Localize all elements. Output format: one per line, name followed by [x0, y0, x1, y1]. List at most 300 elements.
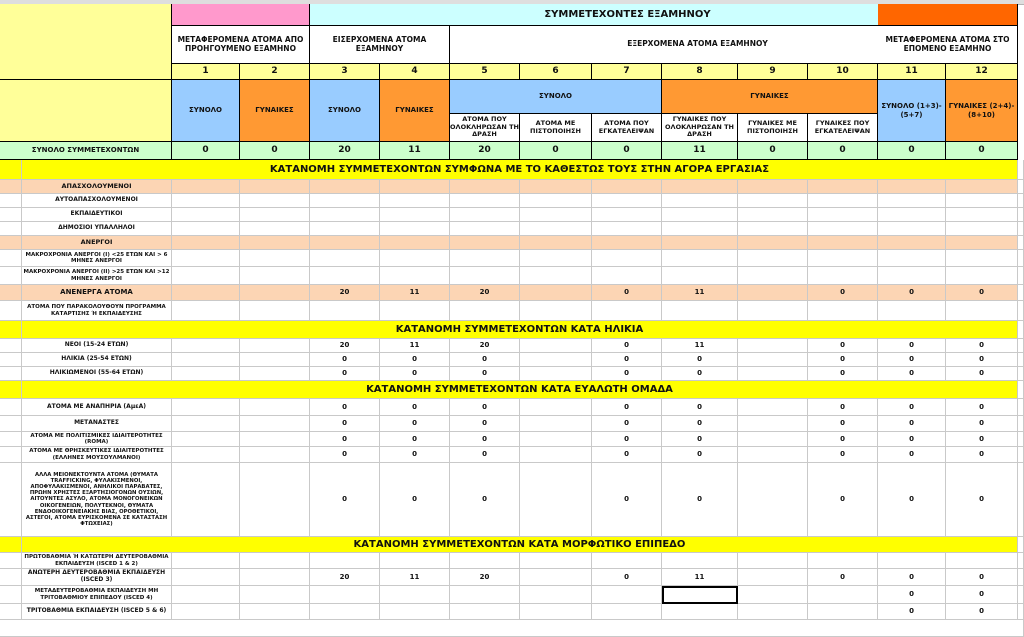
data-cell[interactable]: 0 [310, 416, 380, 432]
data-cell[interactable] [380, 180, 450, 194]
data-cell[interactable] [310, 586, 380, 604]
column-number: 5 [450, 64, 520, 80]
data-cell[interactable] [172, 250, 240, 267]
data-cell[interactable] [240, 399, 310, 416]
data-cell[interactable] [310, 236, 380, 250]
data-cell[interactable]: 20 [450, 339, 520, 353]
data-cell[interactable] [662, 180, 738, 194]
data-cell[interactable]: 0 [808, 353, 878, 367]
data-cell[interactable] [520, 267, 592, 285]
data-cell[interactable] [520, 399, 592, 416]
data-cell[interactable] [310, 604, 380, 620]
data-cell[interactable] [738, 569, 808, 586]
data-cell[interactable] [662, 236, 738, 250]
data-cell[interactable] [520, 353, 592, 367]
data-cell[interactable] [380, 586, 450, 604]
data-cell[interactable] [172, 208, 240, 222]
data-cell[interactable]: 0 [592, 285, 662, 301]
data-cell[interactable] [520, 222, 592, 236]
row-label: ΑΛΛΑ ΜΕΙΟΝΕΚΤΟΥΝΤΑ ΑΤΟΜΑ (ΘΥΜΑΤΑ TRAFFICKING, ΦΥΛΑΚΙΣΜΕΝΟΙ, ΑΠΟΦΥΛΑΚΙΣΜΕΝΟΙ, ΑΝΗΛΙΚΟΙ ΠΑΡΑΒΑΤΕΣ, ΠΡΩΗΝ ΧΡΗΣΤΕΣ ΕΞΑΡΤΗΣΙΟΓΟΝΩΝ ΟΥΣΙΩΝ, ΑΙΤΟΥΝΤΕΣ ΑΣΥΛΟ, ΑΤΟΜΑ ΜΟΝΟΓΟΝΕΙΚΩΝ ΟΙΚΟΓΕΝΕΙΩΝ, ΠΟΛΥΤΕΚΝΟΙ, ΘΥΜΑΤΑ ΕΝΔΟΟΙΚΟΓΕΝΕΙΑΚΗΣ ΒΙΑΣ, ΟΡΟΘΕΤΙΚΟΙ, ΑΣΤΕΓΟΙ, ΑΤΟΜΑ ΕΥΡΙΣΚΟΜΕΝΑ ΣΕ ΚΑΤΑΣΤΑΣΗ ΦΤΩΧΕΙΑΣ) [22, 463, 172, 537]
data-cell[interactable]: 0 [380, 463, 450, 537]
data-cell[interactable] [662, 194, 738, 208]
data-cell[interactable]: 0 [808, 432, 878, 447]
data-cell[interactable] [172, 222, 240, 236]
data-cell[interactable]: 0 [878, 569, 946, 586]
data-cell[interactable] [240, 250, 310, 267]
data-cell[interactable]: 0 [310, 353, 380, 367]
data-cell[interactable] [520, 180, 592, 194]
data-cell[interactable] [450, 553, 520, 569]
data-cell[interactable]: 0 [878, 432, 946, 447]
column-number: 2 [240, 64, 310, 80]
data-cell[interactable]: 0 [946, 339, 1018, 353]
column-number: 6 [520, 64, 592, 80]
data-cell[interactable] [738, 285, 808, 301]
data-cell[interactable]: 0 [592, 367, 662, 381]
row-gutter [0, 160, 22, 180]
data-cell[interactable] [878, 553, 946, 569]
row-gutter [0, 267, 22, 285]
data-cell[interactable] [520, 586, 592, 604]
header-exit-col: ΓΥΝΑΙΚΕΣ ΜΕ ΠΙΣΤΟΠΟΙΗΣΗ [738, 114, 808, 142]
data-cell[interactable] [520, 416, 592, 432]
data-cell[interactable] [172, 447, 240, 463]
row-label: ΑΝΕΡΓΟΙ [22, 236, 172, 250]
header-exit-col: ΓΥΝΑΙΚΕΣ ΠΟΥ ΟΛΟΚΛΗΡΩΣΑΝ ΤΗ ΔΡΑΣΗ [662, 114, 738, 142]
data-cell[interactable]: 0 [878, 586, 946, 604]
data-cell[interactable] [662, 208, 738, 222]
data-cell[interactable]: 0 [310, 367, 380, 381]
data-cell[interactable] [380, 222, 450, 236]
data-cell[interactable] [592, 604, 662, 620]
total-row-value: 0 [738, 142, 808, 160]
data-cell[interactable]: 0 [380, 399, 450, 416]
data-cell[interactable] [380, 208, 450, 222]
data-cell[interactable] [738, 367, 808, 381]
row-edge [1018, 339, 1024, 353]
data-cell[interactable] [240, 285, 310, 301]
row-edge [1018, 416, 1024, 432]
data-cell[interactable] [738, 301, 808, 321]
data-cell[interactable] [738, 586, 808, 604]
data-cell[interactable] [520, 285, 592, 301]
data-cell[interactable] [946, 180, 1018, 194]
data-cell[interactable]: 0 [946, 447, 1018, 463]
data-cell[interactable] [172, 339, 240, 353]
column-number: 10 [808, 64, 878, 80]
data-cell[interactable] [310, 267, 380, 285]
data-cell[interactable] [172, 194, 240, 208]
data-cell[interactable] [450, 180, 520, 194]
data-cell[interactable] [738, 267, 808, 285]
header-next-women: ΓΥΝΑΙΚΕΣ (2+4)-(8+10) [946, 80, 1018, 142]
data-cell[interactable] [592, 194, 662, 208]
data-cell[interactable] [172, 432, 240, 447]
data-cell[interactable] [310, 180, 380, 194]
data-cell[interactable]: 0 [946, 416, 1018, 432]
row-gutter [0, 301, 22, 321]
row-label: ΠΡΩΤΟΒΑΘΜΙΑ Ή ΚΑΤΩΤΕΡΗ ΔΕΥΤΕΡΟΒΑΘΜΙΑ ΕΚΠΑΙΔΕΥΣΗ (ISCED 1 & 2) [22, 553, 172, 569]
data-cell[interactable]: 20 [310, 339, 380, 353]
row-gutter [0, 463, 22, 537]
header-corner-bottom [0, 80, 172, 142]
data-cell[interactable] [240, 236, 310, 250]
data-cell[interactable] [172, 569, 240, 586]
total-row-label: ΣΥΝΟΛΟ ΣΥΜΜΕΤΕΧΟΝΤΩΝ [0, 142, 172, 160]
data-cell[interactable] [172, 236, 240, 250]
data-cell[interactable]: 0 [592, 339, 662, 353]
row-label: ΕΚΠΑΙΔΕΥΤΙΚΟΙ [22, 208, 172, 222]
data-cell[interactable]: 0 [878, 604, 946, 620]
data-cell[interactable] [240, 301, 310, 321]
data-cell[interactable] [808, 250, 878, 267]
data-cell[interactable] [878, 236, 946, 250]
data-cell[interactable] [878, 208, 946, 222]
data-cell[interactable] [808, 208, 878, 222]
data-cell[interactable] [878, 222, 946, 236]
row-edge [1018, 553, 1024, 569]
data-cell[interactable]: 0 [450, 353, 520, 367]
row-label: ΜΑΚΡΟΧΡΟΝΙΑ ΑΝΕΡΓΟΙ (ΙΙ) >25 ΕΤΩΝ ΚΑΙ >12 ΜΗΝΕΣ ΑΝΕΡΓΟΙ [22, 267, 172, 285]
data-cell[interactable] [520, 604, 592, 620]
data-cell[interactable] [738, 447, 808, 463]
data-cell[interactable] [240, 339, 310, 353]
data-cell[interactable]: 0 [662, 399, 738, 416]
row-label: ΝΕΟΙ (15-24 ΕΤΩΝ) [22, 339, 172, 353]
row-gutter [0, 604, 22, 620]
data-cell[interactable] [520, 432, 592, 447]
data-cell[interactable] [172, 353, 240, 367]
data-cell[interactable]: 0 [662, 416, 738, 432]
data-cell[interactable]: 0 [878, 416, 946, 432]
data-cell[interactable]: 0 [450, 463, 520, 537]
data-cell[interactable] [240, 586, 310, 604]
selected-cell[interactable] [662, 586, 738, 604]
data-cell[interactable] [310, 301, 380, 321]
data-cell[interactable]: 0 [946, 399, 1018, 416]
data-cell[interactable]: 0 [662, 367, 738, 381]
row-edge [1018, 353, 1024, 367]
data-cell[interactable] [240, 447, 310, 463]
data-cell[interactable] [240, 267, 310, 285]
data-cell[interactable] [592, 553, 662, 569]
data-cell[interactable] [662, 553, 738, 569]
data-cell[interactable] [520, 250, 592, 267]
data-cell[interactable] [172, 267, 240, 285]
data-cell[interactable] [592, 250, 662, 267]
data-cell[interactable]: 0 [662, 447, 738, 463]
data-cell[interactable] [592, 180, 662, 194]
data-cell[interactable]: 0 [808, 447, 878, 463]
row-gutter [0, 381, 22, 399]
data-cell[interactable] [172, 463, 240, 537]
data-cell[interactable] [946, 301, 1018, 321]
data-cell[interactable] [310, 250, 380, 267]
data-cell[interactable]: 11 [662, 339, 738, 353]
data-cell[interactable] [172, 301, 240, 321]
header-women-2: ΓΥΝΑΙΚΕΣ [240, 80, 310, 142]
data-cell[interactable] [946, 222, 1018, 236]
data-cell[interactable] [520, 569, 592, 586]
data-cell[interactable]: 0 [808, 569, 878, 586]
data-cell[interactable] [662, 604, 738, 620]
data-cell[interactable]: 0 [450, 367, 520, 381]
data-cell[interactable] [172, 553, 240, 569]
data-cell[interactable] [662, 250, 738, 267]
row-edge [1018, 250, 1024, 267]
data-cell[interactable] [520, 463, 592, 537]
row-edge [1018, 463, 1024, 537]
data-cell[interactable] [172, 399, 240, 416]
data-cell[interactable] [738, 250, 808, 267]
row-edge [1018, 586, 1024, 604]
data-cell[interactable] [450, 301, 520, 321]
data-cell[interactable]: 0 [808, 416, 878, 432]
data-cell[interactable]: 20 [310, 285, 380, 301]
total-row-value: 0 [172, 142, 240, 160]
data-cell[interactable] [240, 222, 310, 236]
data-cell[interactable] [172, 367, 240, 381]
data-cell[interactable] [310, 553, 380, 569]
data-cell[interactable] [878, 267, 946, 285]
data-cell[interactable] [878, 301, 946, 321]
data-cell[interactable] [878, 194, 946, 208]
data-cell[interactable]: 0 [808, 339, 878, 353]
data-cell[interactable]: 0 [592, 432, 662, 447]
header-total-1: ΣΥΝΟΛΟ [172, 80, 240, 142]
data-cell[interactable]: 0 [946, 604, 1018, 620]
data-cell[interactable]: 0 [310, 399, 380, 416]
data-cell[interactable] [450, 267, 520, 285]
data-cell[interactable] [946, 553, 1018, 569]
data-cell[interactable] [738, 432, 808, 447]
data-cell[interactable] [172, 586, 240, 604]
data-cell[interactable]: 0 [946, 586, 1018, 604]
data-cell[interactable] [380, 236, 450, 250]
data-cell[interactable] [450, 208, 520, 222]
data-cell[interactable] [808, 586, 878, 604]
data-cell[interactable] [520, 367, 592, 381]
data-cell[interactable] [310, 208, 380, 222]
data-cell[interactable] [738, 236, 808, 250]
data-cell[interactable] [738, 208, 808, 222]
data-cell[interactable]: 0 [808, 285, 878, 301]
data-cell[interactable]: 0 [662, 353, 738, 367]
data-cell[interactable] [520, 208, 592, 222]
data-cell[interactable]: 0 [662, 432, 738, 447]
data-cell[interactable] [240, 194, 310, 208]
row-gutter [0, 194, 22, 208]
data-cell[interactable] [592, 301, 662, 321]
data-cell[interactable] [450, 604, 520, 620]
data-cell[interactable]: 20 [310, 569, 380, 586]
data-cell[interactable] [808, 236, 878, 250]
data-cell[interactable] [450, 194, 520, 208]
data-cell[interactable] [172, 604, 240, 620]
header-women-4: ΓΥΝΑΙΚΕΣ [380, 80, 450, 142]
data-cell[interactable] [738, 222, 808, 236]
data-cell[interactable]: 0 [946, 367, 1018, 381]
data-cell[interactable] [172, 416, 240, 432]
data-cell[interactable] [738, 180, 808, 194]
data-cell[interactable]: 0 [946, 569, 1018, 586]
data-cell[interactable]: 0 [592, 353, 662, 367]
data-cell[interactable]: 0 [878, 447, 946, 463]
data-cell[interactable] [240, 367, 310, 381]
data-cell[interactable] [240, 569, 310, 586]
data-cell[interactable] [808, 222, 878, 236]
header-exit-col: ΓΥΝΑΙΚΕΣ ΠΟΥ ΕΓΚΑΤΕΛΕΙΨΑΝ [808, 114, 878, 142]
data-cell[interactable] [240, 604, 310, 620]
data-cell[interactable]: 0 [662, 463, 738, 537]
data-cell[interactable] [662, 267, 738, 285]
data-cell[interactable] [240, 463, 310, 537]
data-cell[interactable]: 0 [592, 399, 662, 416]
data-cell[interactable] [878, 250, 946, 267]
data-cell[interactable] [172, 180, 240, 194]
data-cell[interactable] [738, 353, 808, 367]
data-cell[interactable] [450, 222, 520, 236]
data-cell[interactable] [592, 586, 662, 604]
data-cell[interactable]: 0 [878, 399, 946, 416]
data-cell[interactable]: 0 [878, 463, 946, 537]
data-cell[interactable]: 0 [450, 432, 520, 447]
row-gutter [0, 399, 22, 416]
data-cell[interactable]: 0 [380, 367, 450, 381]
data-cell[interactable]: 0 [878, 367, 946, 381]
row-edge [1018, 381, 1024, 399]
data-cell[interactable]: 11 [662, 285, 738, 301]
data-cell[interactable] [520, 236, 592, 250]
data-cell[interactable] [380, 553, 450, 569]
data-cell[interactable] [738, 553, 808, 569]
data-cell[interactable] [946, 250, 1018, 267]
data-cell[interactable] [808, 301, 878, 321]
data-cell[interactable]: 0 [878, 353, 946, 367]
data-cell[interactable]: 11 [380, 339, 450, 353]
data-cell[interactable] [808, 194, 878, 208]
data-cell[interactable] [380, 301, 450, 321]
data-cell[interactable]: 0 [310, 432, 380, 447]
data-cell[interactable] [520, 447, 592, 463]
data-cell[interactable]: 0 [946, 463, 1018, 537]
data-cell[interactable] [662, 301, 738, 321]
data-cell[interactable]: 0 [808, 399, 878, 416]
data-cell[interactable] [592, 236, 662, 250]
data-cell[interactable] [738, 416, 808, 432]
data-cell[interactable] [520, 553, 592, 569]
data-cell[interactable]: 11 [662, 569, 738, 586]
data-cell[interactable] [380, 267, 450, 285]
data-cell[interactable] [240, 432, 310, 447]
data-cell[interactable]: 0 [592, 463, 662, 537]
header-exit-women: ΓΥΝΑΙΚΕΣ [662, 80, 878, 114]
data-cell[interactable] [240, 416, 310, 432]
row-label: ΑΤΟΜΑ ΜΕ ΘΡΗΣΚΕΥΤΙΚΕΣ ΙΔΙΑΙΤΕΡΟΤΗΤΕΣ (ΕΛΛΗΝΕΣ ΜΟΥΣΟΥΛΜΑΝΟΙ) [22, 447, 172, 463]
data-cell[interactable]: 20 [450, 569, 520, 586]
data-cell[interactable] [738, 339, 808, 353]
section-header: ΚΑΤΑΝΟΜΗ ΣΥΜΜΕΤΕΧΟΝΤΩΝ ΚΑΤΑ ΕΥΑΛΩΤΗ ΟΜΑΔΑ [22, 381, 1018, 399]
data-cell[interactable]: 0 [592, 447, 662, 463]
row-edge [1018, 399, 1024, 416]
data-cell[interactable] [380, 604, 450, 620]
data-cell[interactable] [738, 604, 808, 620]
data-cell[interactable] [520, 194, 592, 208]
data-cell[interactable] [240, 208, 310, 222]
data-cell[interactable] [240, 180, 310, 194]
data-cell[interactable] [946, 236, 1018, 250]
data-cell[interactable]: 0 [310, 447, 380, 463]
data-cell[interactable] [946, 267, 1018, 285]
header-next-semester: ΜΕΤΑΦΕΡΟΜΕΝΑ ΑΤΟΜΑ ΣΤΟ ΕΠΟΜΕΝΟ ΕΞΑΜΗΝΟ [878, 26, 1018, 64]
data-cell[interactable] [520, 339, 592, 353]
data-cell[interactable] [592, 267, 662, 285]
data-cell[interactable] [878, 180, 946, 194]
data-cell[interactable]: 0 [946, 285, 1018, 301]
data-cell[interactable]: 0 [450, 399, 520, 416]
data-cell[interactable]: 0 [450, 416, 520, 432]
data-cell[interactable]: 0 [380, 416, 450, 432]
data-cell[interactable] [520, 301, 592, 321]
data-cell[interactable] [310, 194, 380, 208]
data-cell[interactable] [808, 553, 878, 569]
data-cell[interactable] [310, 222, 380, 236]
data-cell[interactable] [240, 553, 310, 569]
data-cell[interactable] [380, 194, 450, 208]
data-cell[interactable] [450, 586, 520, 604]
data-cell[interactable] [662, 222, 738, 236]
data-cell[interactable]: 0 [808, 463, 878, 537]
data-cell[interactable]: 0 [946, 353, 1018, 367]
data-cell[interactable]: 0 [380, 447, 450, 463]
data-cell[interactable] [946, 208, 1018, 222]
row-gutter [0, 537, 22, 553]
data-cell[interactable] [808, 180, 878, 194]
data-cell[interactable]: 0 [878, 285, 946, 301]
data-cell[interactable] [592, 208, 662, 222]
data-cell[interactable] [172, 285, 240, 301]
data-cell[interactable]: 0 [380, 353, 450, 367]
data-cell[interactable]: 0 [878, 339, 946, 353]
data-cell[interactable] [738, 194, 808, 208]
data-cell[interactable] [380, 250, 450, 267]
data-cell[interactable] [808, 267, 878, 285]
total-row-value: 11 [380, 142, 450, 160]
data-cell[interactable]: 0 [946, 432, 1018, 447]
data-cell[interactable]: 0 [592, 416, 662, 432]
data-cell[interactable] [808, 604, 878, 620]
data-cell[interactable] [450, 236, 520, 250]
data-cell[interactable] [738, 399, 808, 416]
data-cell[interactable] [946, 194, 1018, 208]
data-cell[interactable]: 0 [592, 569, 662, 586]
data-cell[interactable]: 0 [808, 367, 878, 381]
header-exit-col: ΑΤΟΜΑ ΠΟΥ ΟΛΟΚΛΗΡΩΣΑΝ ΤΗ ΔΡΑΣΗ [450, 114, 520, 142]
data-cell[interactable] [592, 222, 662, 236]
data-cell[interactable] [738, 463, 808, 537]
header-next-total: ΣΥΝΟΛΟ (1+3)-(5+7) [878, 80, 946, 142]
data-cell[interactable]: 0 [450, 447, 520, 463]
data-cell[interactable]: 0 [380, 432, 450, 447]
data-cell[interactable]: 0 [310, 463, 380, 537]
data-cell[interactable]: 11 [380, 285, 450, 301]
row-gutter [0, 321, 22, 339]
data-cell[interactable]: 11 [380, 569, 450, 586]
data-cell[interactable] [450, 250, 520, 267]
data-cell[interactable] [240, 353, 310, 367]
row-label: ΜΑΚΡΟΧΡΟΝΙΑ ΑΝΕΡΓΟΙ (Ι) <25 ΕΤΩΝ ΚΑΙ > 6 ΜΗΝΕΣ ΑΝΕΡΓΟΙ [22, 250, 172, 267]
data-cell[interactable]: 20 [450, 285, 520, 301]
